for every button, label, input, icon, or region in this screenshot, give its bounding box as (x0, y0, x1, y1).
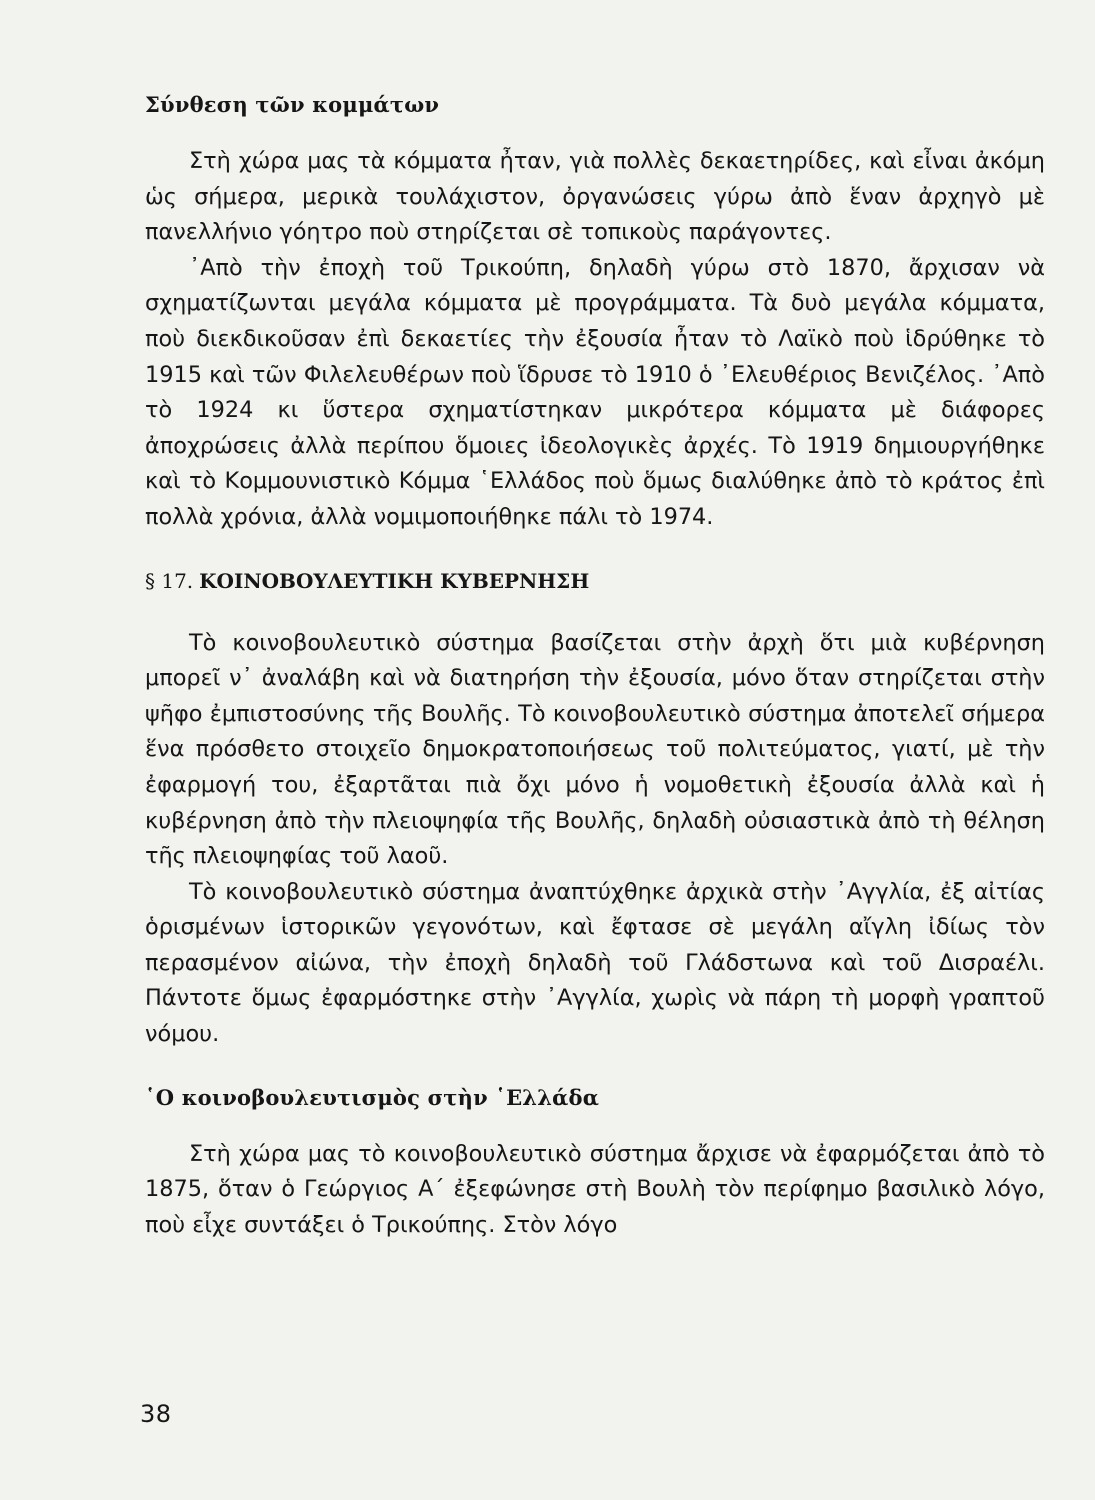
chapter-heading (145, 564, 1045, 598)
section-parliamentarism-greece (145, 1081, 1045, 1244)
page-content (145, 88, 1045, 1269)
paragraph: Τὸ κοινοβουλευτικὸ σύστημα βασίζεται στὴν ἀρχὴ ὅτι μιὰ κυβέρνηση μπορεῖ ν᾿ ἀναλάβη καὶ νὰ διατηρήση τὴν ἐξουσία, μόνο ὅταν στηρίζεται στὴν ψῆφο ἐμπιστοσύνης τῆς Βουλῆς. Τὸ κοινοβουλευτικὸ σύστημα ἀποτελεῖ σήμερα ἕνα πρόσθετο στοιχεῖο δημοκρατοποιήσεως τοῦ πολιτεύματος, γιατί, μὲ τὴν ἐφαρμογή του, ἐξαρτᾶται πιὰ ὄχι μόνο ἡ νομοθετικὴ ἐξουσία ἀλλὰ καὶ ἡ κυβέρνηση ἀπὸ τὴν πλειοψηφία τῆς Βουλῆς, δηλαδὴ οὐσιαστικὰ ἀπὸ τὴ θέληση τῆς πλειοψηφίας τοῦ λαοῦ. (145, 629, 1045, 870)
paragraph: ᾿Απὸ τὴν ἐποχὴ τοῦ Τρικούπη, δηλαδὴ γύρω στὸ 1870, ἄρχισαν νὰ σχηματίζωνται μεγάλα κόμματα μὲ προγράμματα. Τὰ δυὸ μεγάλα κόμματα, ποὺ διεκδικοῦσαν ἐπὶ δεκαετίες τὴν ἐξουσία ἦταν τὸ Λαϊκὸ ποὺ ἱδρύθηκε τὸ 1915 καὶ τῶν Φιλελευθέρων ποὺ ἵδρυσε τὸ 1910 ὁ ᾿Ελευθέριος Βενιζέλος. ᾿Απὸ τὸ 1924 κι ὕστερα σχηματίστηκαν μικρότερα κόμματα μὲ διάφορες ἀποχρώσεις ἀλλὰ περίπου ὅμοιες ἰδεολογικὲς ἀρχές. Τὸ 1919 δημιουργήθηκε καὶ τὸ Κομμουνιστικὸ Κόμμα ῾Ελλάδος ποὺ ὅμως διαλύθηκε ἀπὸ τὸ κράτος ἐπὶ πολλὰ χρόνια, ἀλλὰ νομιμοποιήθηκε πάλι τὸ 1974. (145, 254, 1045, 530)
section-heading: Σύνθεση τῶν κομμάτων (145, 92, 440, 117)
paragraph: Στὴ χώρα μας τὰ κόμματα ἦταν, γιὰ πολλὲς δεκαετηρίδες, καὶ εἶναι ἀκόμη ὡς σήμερα, μερικὰ τουλάχιστον, ὀργανώσεις γύρω ἀπὸ ἕναν ἀρχηγὸ μὲ πανελλήνιο γόητρο ποὺ στηρίζεται σὲ τοπικοὺς παράγοντες. (145, 148, 1045, 246)
page-number: 38 (140, 1400, 172, 1428)
paragraph: Στὴ χώρα μας τὸ κοινοβουλευτικὸ σύστημα ἄρχισε νὰ ἐφαρμόζεται ἀπὸ τὸ 1875, ὅταν ὁ Γεώργιος Α΄ ἐξεφώνησε στὴ Βουλὴ τὸν περίφημο βασιλικὸ λόγο, ποὺ εἶχε συντάξει ὁ Τρικούπης. Στὸν λόγο (145, 1140, 1045, 1238)
section-number: § 17. (145, 568, 194, 593)
section-party-composition (145, 88, 1045, 536)
section-heading: ῾Ο κοινοβουλευτισμὸς στὴν ῾Ελλάδα (145, 1084, 600, 1110)
section-parliamentary-government (145, 564, 1045, 1053)
chapter-title: ΚΟΙΝΟΒΟΥΛΕΥΤΙΚΗ ΚΥΒΕΡΝΗΣΗ (199, 568, 590, 593)
paragraph: Τὸ κοινοβουλευτικὸ σύστημα ἀναπτύχθηκε ἀρχικὰ στὴν ᾿Αγγλία, ἐξ αἰτίας ὁρισμένων ἱστορικῶν γεγονότων, καὶ ἔφτασε σὲ μεγάλη αἴγλη ἰδίως τὸν περασμένον αἰώνα, τὴν ἐποχὴ δηλαδὴ τοῦ Γλάδστωνα καὶ τοῦ Δισραέλι. Πάντοτε ὅμως ἐφαρμόστηκε στὴν ᾿Αγγλία, χωρὶς νὰ πάρη τὴ μορφὴ γραπτοῦ νόμου. (145, 878, 1045, 1048)
